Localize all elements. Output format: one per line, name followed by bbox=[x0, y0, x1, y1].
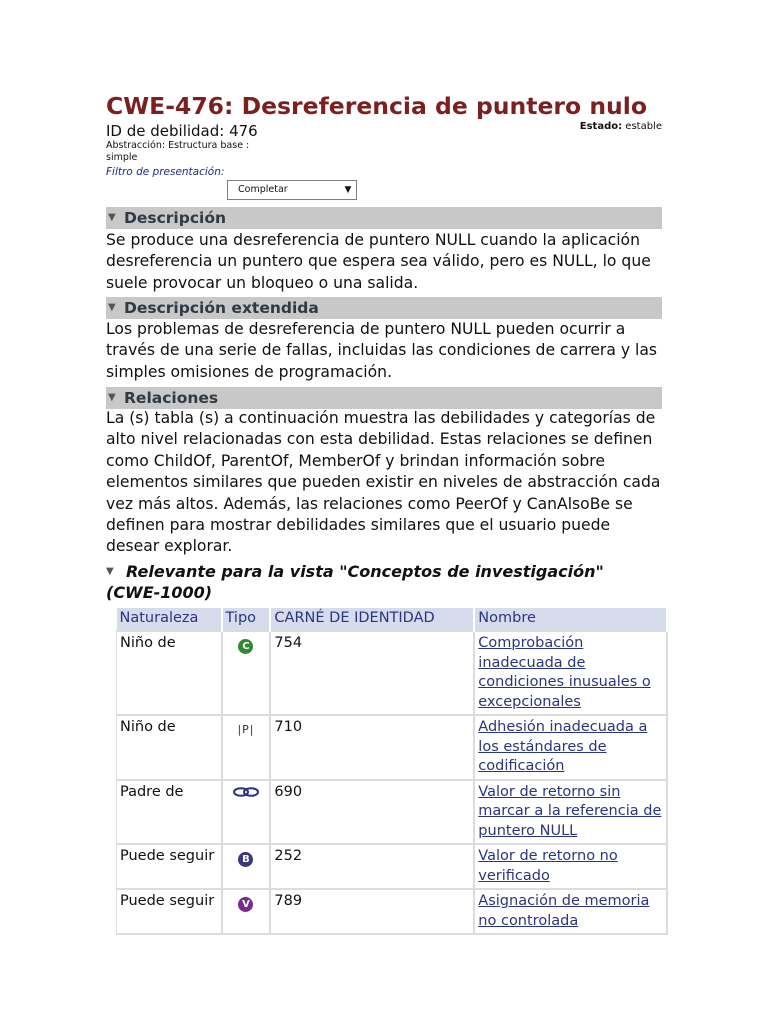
relationships-table bbox=[116, 608, 668, 935]
section-header-relationships[interactable] bbox=[106, 387, 662, 409]
cell-nature: Puede seguir bbox=[117, 889, 222, 934]
status-value: estable bbox=[625, 121, 662, 132]
table-header-row bbox=[117, 608, 668, 631]
cell-type bbox=[222, 889, 271, 934]
column-header-type: Tipo bbox=[222, 608, 271, 631]
table-row bbox=[117, 715, 668, 780]
presentation-filter-select[interactable] bbox=[227, 180, 357, 200]
cell-name bbox=[474, 844, 667, 889]
section-header-extended-description[interactable] bbox=[106, 297, 662, 319]
cell-type bbox=[222, 844, 271, 889]
cell-name bbox=[474, 780, 667, 845]
column-header-nature: Naturaleza bbox=[117, 608, 222, 631]
section-heading: Relaciones bbox=[124, 389, 219, 407]
view-header[interactable] bbox=[106, 561, 662, 603]
weakness-link[interactable]: Asignación de memoria no controlada bbox=[478, 893, 650, 929]
cell-id: 710 bbox=[270, 715, 474, 780]
extended-description-text: Los problemas de desreferencia de puntero NULL pueden ocurrir a través de una serie de fallas, incluidas las condiciones de carrera y las simples omisiones de programación. bbox=[106, 320, 658, 381]
status-label: Estado: bbox=[579, 121, 623, 132]
base-icon: B bbox=[238, 852, 253, 867]
section-header-description[interactable] bbox=[106, 207, 662, 229]
table-row bbox=[117, 780, 668, 845]
cell-id: 754 bbox=[270, 631, 474, 715]
cell-name bbox=[474, 715, 667, 780]
table-row bbox=[117, 844, 668, 889]
chevron-down-icon[interactable]: ▼ bbox=[344, 185, 352, 195]
cell-id: 690 bbox=[270, 780, 474, 845]
filter-selected-value: Completar bbox=[238, 184, 288, 195]
section-heading: Descripción bbox=[124, 209, 227, 227]
table-row bbox=[117, 631, 668, 715]
weakness-id: ID de debilidad: 476 bbox=[106, 122, 258, 140]
table-row bbox=[117, 889, 668, 934]
cell-name bbox=[474, 889, 667, 934]
view-heading: Relevante para la vista "Conceptos de investigación" (CWE-1000) bbox=[106, 562, 604, 602]
column-header-name: Nombre bbox=[474, 608, 667, 631]
collapse-triangle-icon[interactable]: ▼ bbox=[106, 566, 114, 577]
collapse-triangle-icon[interactable]: ▼ bbox=[108, 392, 116, 403]
cell-nature: Puede seguir bbox=[117, 844, 222, 889]
cell-type bbox=[222, 631, 271, 715]
weakness-link[interactable]: Comprobación inadecuada de condiciones inusuales o excepcionales bbox=[478, 635, 651, 710]
pillar-icon: |P| bbox=[237, 723, 255, 736]
status-info bbox=[580, 120, 662, 134]
cell-type bbox=[222, 715, 271, 780]
class-icon: C bbox=[238, 639, 253, 654]
weakness-link[interactable]: Valor de retorno no verificado bbox=[478, 848, 618, 884]
chain-icon bbox=[232, 786, 260, 798]
weakness-link[interactable]: Valor de retorno sin marcar a la referencia de puntero NULL bbox=[478, 783, 662, 839]
description-text: Se produce una desreferencia de puntero NULL cuando la aplicación desreferencia un puntero que espera sea válido, pero es NULL, lo que suele provocar un bloqueo o una salida. bbox=[106, 231, 651, 292]
filter-label: Filtro de presentación: bbox=[106, 166, 225, 178]
relationships-text: La (s) tabla (s) a continuación muestra las debilidades y categorías de alto nivel relacionadas con esta debilidad. Estas relaciones se definen como ChildOf, ParentOf, MemberOf y brindan información sobre elementos similares que pueden existir en niveles de abstracción cada vez más altos. Además, las relaciones como PeerOf y CanAlsoBe se definen para mostrar debilidades similares que el usuario puede desear explorar. bbox=[106, 409, 661, 556]
collapse-triangle-icon[interactable]: ▼ bbox=[108, 302, 116, 313]
cell-name bbox=[474, 631, 667, 715]
collapse-triangle-icon[interactable]: ▼ bbox=[108, 212, 116, 223]
cell-nature: Niño de bbox=[117, 631, 222, 715]
page-title: CWE-476: Desreferencia de puntero nulo bbox=[106, 92, 647, 120]
weakness-link[interactable]: Adhesión inadecuada a los estándares de codificación bbox=[478, 719, 648, 774]
abstraction-info: Abstracción: Estructura base : simple bbox=[106, 140, 250, 163]
cell-nature: Padre de bbox=[117, 780, 222, 845]
variant-icon: V bbox=[238, 897, 253, 912]
cell-id: 789 bbox=[270, 889, 474, 934]
cell-nature: Niño de bbox=[117, 715, 222, 780]
section-heading: Descripción extendida bbox=[124, 299, 319, 317]
cell-id: 252 bbox=[270, 844, 474, 889]
column-header-id: CARNÉ DE IDENTIDAD bbox=[270, 608, 474, 631]
cell-type bbox=[222, 780, 271, 845]
